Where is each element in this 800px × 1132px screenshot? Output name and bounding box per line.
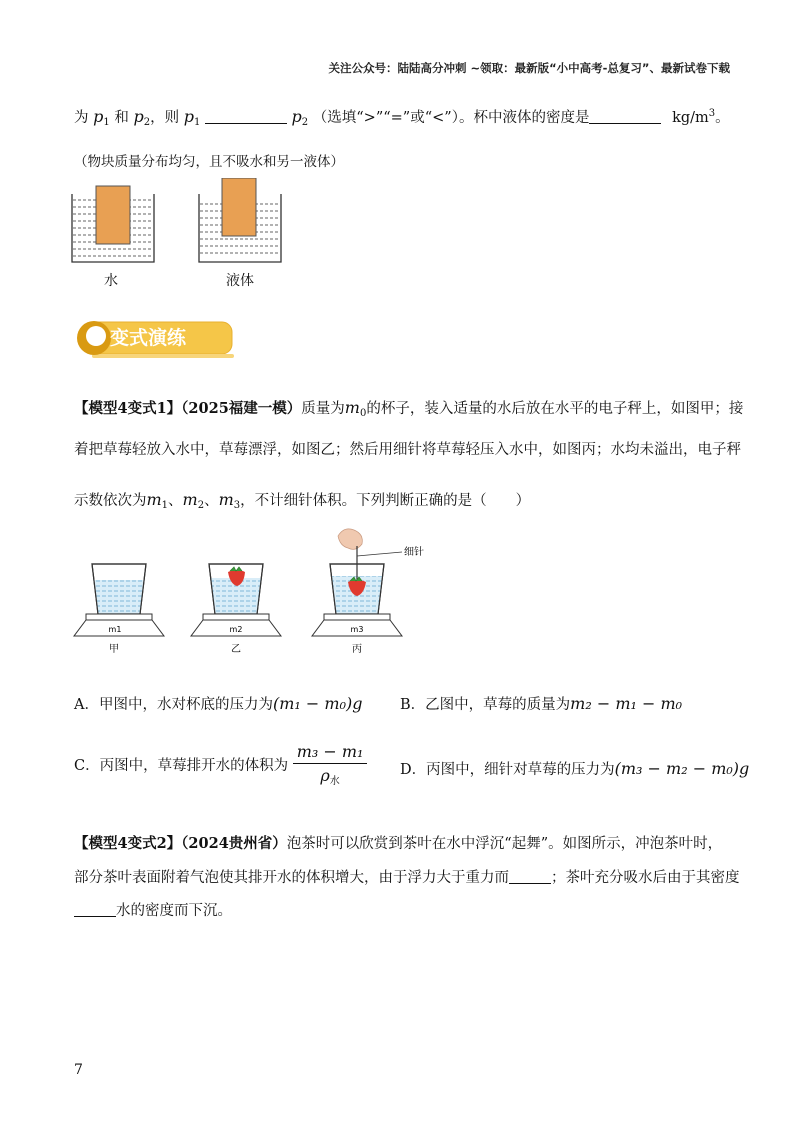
prev-question-line <box>74 104 730 133</box>
text: 、 <box>168 493 183 509</box>
option-c-text: C．丙图中，草莓排开水的体积为 <box>74 758 289 774</box>
q1-line1 <box>74 398 743 424</box>
page-header: 关注公众号：陆陆高分冲刺 ~领取：最新版“小中高考-总复习”、最新试卷下载 <box>328 61 730 75</box>
question-tag: 【模型4变式2】（2024贵州省） <box>74 835 287 852</box>
unit: $kg/m^3$ <box>672 108 716 126</box>
text: 泡茶时可以欣赏到茶叶在水中浮沉“起舞”。如图所示，冲泡茶叶时， <box>286 836 723 852</box>
answer-blank[interactable] <box>509 869 551 884</box>
text: 和 <box>114 110 129 126</box>
q2-line1 <box>74 834 722 854</box>
option-d[interactable] <box>400 758 749 779</box>
text: 为 <box>74 110 89 126</box>
option-a-text: A．甲图中，水对杯底的压力为 <box>74 697 273 713</box>
fig-label-jia: 甲 <box>109 644 119 655</box>
option-b-text: B．乙图中，草莓的质量为 <box>400 697 571 713</box>
fig-label-bing: 丙 <box>352 644 362 655</box>
scale-label-m2: m2 <box>229 625 243 634</box>
text: 示数依次为 <box>74 493 147 509</box>
m1-symbol: $m_1$ <box>146 490 169 511</box>
option-b[interactable] <box>400 693 682 714</box>
text: 质量为 <box>301 401 345 417</box>
text: 水的密度而下沉。 <box>116 903 232 919</box>
banner-title: 变式演练 <box>110 327 187 349</box>
option-d-expr: (m₃ − m₂ − m₀)g <box>614 759 750 778</box>
text: 、 <box>204 493 219 509</box>
answer-blank[interactable] <box>205 109 287 124</box>
q1-line3 <box>74 490 530 516</box>
prev-note: （物块质量分布均匀，且不吸水和另一液体） <box>74 154 344 170</box>
scale-bing <box>312 529 424 655</box>
question-tag: 【模型4变式1】（2025福建一模） <box>74 400 302 417</box>
p2-symbol: $p_2$ <box>133 107 151 128</box>
text: ，不计细针体积。下列判断正确的是（ ） <box>240 493 531 509</box>
p1-symbol: $p_1$ <box>183 107 201 128</box>
m0-symbol: $m_0$ <box>344 398 367 419</box>
beaker-liquid <box>199 178 281 262</box>
fig-label-yi: 乙 <box>231 644 241 655</box>
label-liquid: 液体 <box>226 273 254 289</box>
option-a-expr: (m₁ − m₀)g <box>272 694 363 713</box>
text: （选填“>”“=”或“<”）。杯中液体的密度是 <box>312 110 590 126</box>
answer-blank[interactable] <box>74 902 116 917</box>
m2-symbol: $m_2$ <box>182 490 205 511</box>
scale-yi <box>191 564 281 655</box>
beaker-water <box>72 186 154 262</box>
option-c-fraction <box>293 742 368 787</box>
q2-line3 <box>74 901 232 921</box>
option-b-expr: m₂ − m₁ − m₀ <box>570 694 683 713</box>
m3-symbol: $m_3$ <box>218 490 241 511</box>
text: ，则 <box>150 110 180 126</box>
option-c[interactable] <box>74 742 367 787</box>
section-banner <box>74 318 236 364</box>
q1-line2: 着把草莓轻放入水中，草莓漂浮，如图乙；然后用细针将草莓轻压入水中，如图丙；水均未溢出，电子秤 <box>74 442 741 458</box>
option-d-text: D．丙图中，细针对草莓的压力为 <box>400 762 615 778</box>
scale-label-m3: m3 <box>350 625 364 634</box>
text: ；茶叶充分吸水后由于其密度 <box>551 870 740 886</box>
text: 。 <box>715 110 730 126</box>
q2-line2 <box>74 868 740 888</box>
hand-icon <box>338 529 362 549</box>
fraction-denominator: $\rho_水$ <box>320 766 340 787</box>
text: 部分茶叶表面附着气泡使其排开水的体积增大，由于浮力大于重力而 <box>74 870 509 886</box>
scale-label-m1: m1 <box>108 625 122 634</box>
answer-blank[interactable] <box>589 109 661 124</box>
page-number: 7 <box>74 1062 83 1078</box>
needle-label: 细针 <box>404 547 424 558</box>
fraction-numerator: m₃ − m₁ <box>293 742 368 764</box>
option-a[interactable] <box>74 693 362 714</box>
scale-jia <box>74 564 164 655</box>
beaker-figure <box>68 178 298 290</box>
scale-figure <box>72 524 432 656</box>
p1-symbol: $p_1$ <box>93 107 110 128</box>
text: 的杯子，装入适量的水后放在水平的电子秤上，如图甲；接 <box>366 401 744 417</box>
label-water: 水 <box>104 273 118 289</box>
p2-symbol: $p_2$ <box>291 107 309 128</box>
